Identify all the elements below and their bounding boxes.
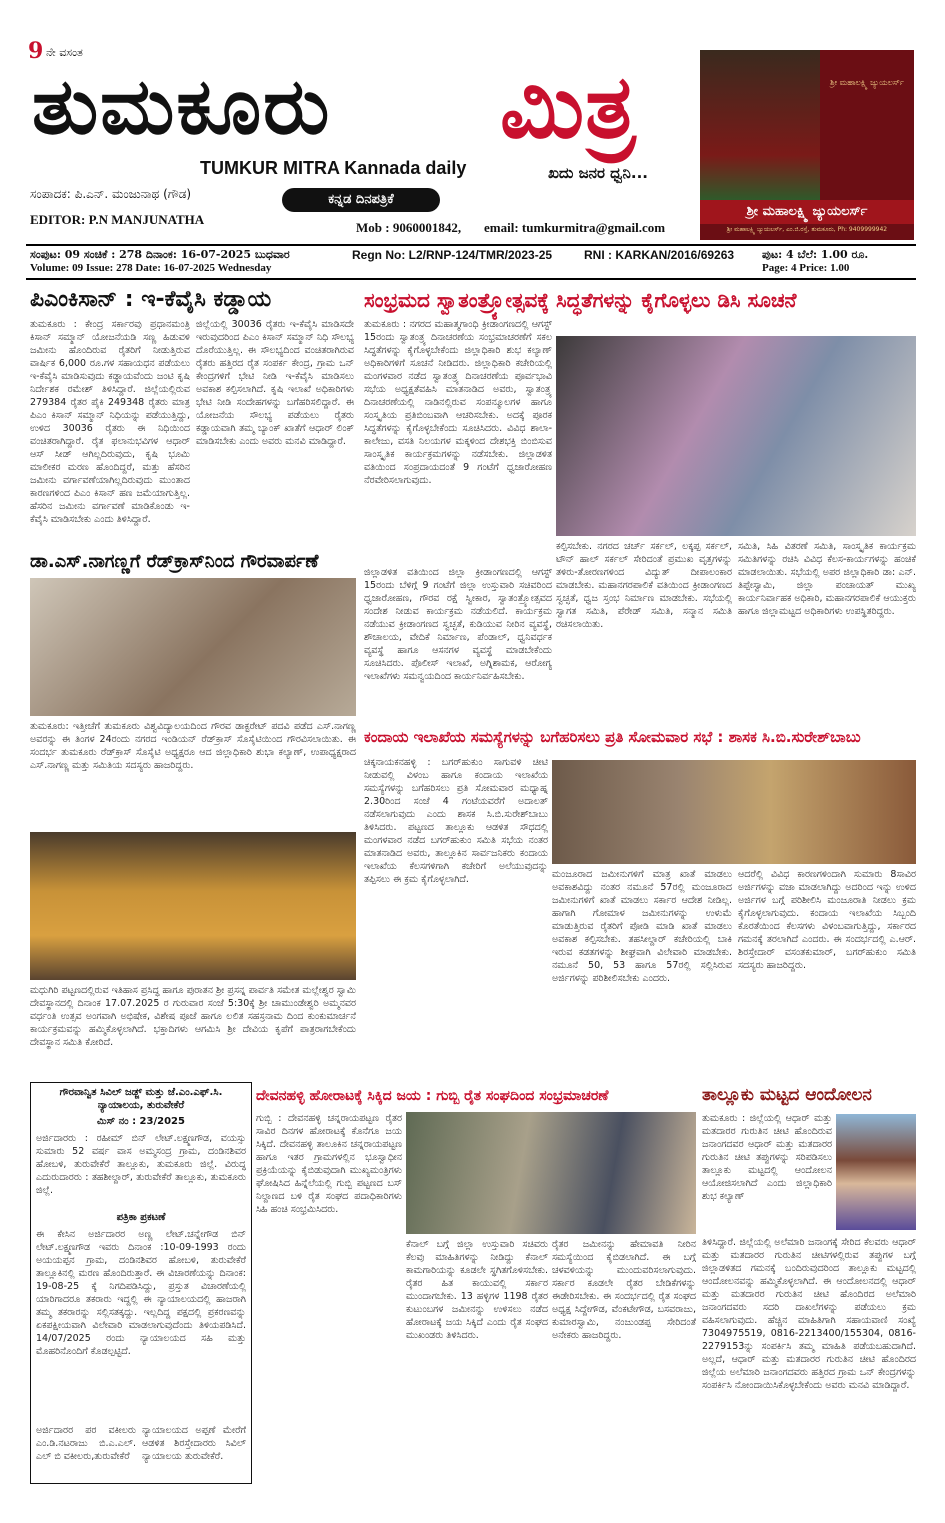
andolana-body: ತಿಳಿಸಿದ್ದಾರೆ. ಜಿಲ್ಲೆಯಲ್ಲಿ ಅಲೆಮಾರಿ ಜನಾಂಗಕ್ಕೆ ಸೇರಿದ ಕೆಲವರು ಆಧಾರ್ ಮತ್ತು ಮತದಾರರ ಗುರುತಿನ ಚೀಟಿಗಳಲ್ಲಿರುವ ತಪ್ಪುಗಳ ಬಗ್ಗೆ ಜಿಲ್ಲಾಡಳಿತದ ಗಮನಕ್ಕೆ ಬಂದಿರುವುದರಿಂದ ತಾಲ್ಲೂಕು ಮಟ್ಟದಲ್ಲಿ ಆಂದೋಲನವನ್ನು ಹಮ್ಮಿಕೊಳ್ಳಲಾಗಿದೆ. ಈ ಆಂದೋಲನದಲ್ಲಿ ಆಧಾರ್ ಮತ್ತು ಮತದಾರರ ಗುರುತಿನ ಚೀಟಿ ಹೊಂದಿರದ ಅಲೆಮಾರಿ ಜನಾಂಗದವರು ಸದರಿ ದಾಖಲೆಗಳನ್ನು ಪಡೆಯಲು ಕ್ರಮ ವಹಿಸಲಾಗುವುದು. ಹೆಚ್ಚಿನ ಮಾಹಿತಿಗಾಗಿ ಸಹಾಯವಾಣಿ ಸಂಖ್ಯೆ 7304975519, 0816-2213400/155304, 0816-2279153ನ್ನು ಸಂಪರ್ಕಿಸಿ ತಮ್ಮ ಮಾಹಿತಿ ಪಡೆಯಬಹುದಾಗಿದೆ. ಅಲ್ಲದೆ, ಆಧಾರ್ ಮತ್ತು ಮತದಾರರ ಗುರುತಿನ ಚೀಟಿ ಹೊಂದಿರದ ಜಿಲ್ಲೆಯ ಅಲೆಮಾರಿ ಜನಾಂಗದವರು ಹತ್ತಿರದ ಗ್ರಾಮ ಒನ್ ಕೇಂದ್ರಗಳನ್ನು ಸಂಪರ್ಕಿಸಿ ನೋಂದಾಯಿಸಿಕೊಳ್ಳಬೇಕೆಂದು ಅವರು ಮನವಿ ಮಾಡಿದ್ದಾರೆ. <box>702 1237 916 1391</box>
court-sign-left: ಅರ್ಜಿದಾರರ ಪರ ವಕೀಲರು ಎಂ.ಡಿ.ನಟರಾಜು ಬಿ.ಎ.ಎಲ್. ಎಲ್ ಬಿ ವಕೀಲರು,ತುರುವೇಕೆರೆ <box>36 1425 136 1462</box>
andolana-photo <box>836 1114 916 1230</box>
andolana-headline: ತಾಲ್ಲೂಕು ಮಟ್ಟದ ಆಂದೋಲನ <box>702 1085 872 1105</box>
court-sign-right: ನ್ಯಾಯಾಲಯದ ಅಪ್ಪಣೆ ಮೇರೆಗೆ ಆಡಳಿತ ಶಿರಸ್ತೇದಾರರು ಸಿವಿಲ್ ನ್ಯಾಯಾಲಯ ತುರುವೇಕೆರೆ. <box>142 1425 246 1462</box>
kandaya-body-col3: ಆದರೆಲ್ಲಿ ವಿವಿಧ ಕಾರಣಗಳಿಂದಾಗಿ ಸುಮಾರು 8ಸಾವಿರ ಅರ್ಜಿಗಳನ್ನು ವಜಾ ಮಾಡಲಾಗಿದ್ದು ಅದರಿಂದ ಇನ್ನು ಉಳಿದ ಅರ್ಜಿಗಳ ಬಗ್ಗೆ ಪರಿಶೀಲಿಸಿ ಮಂಜೂರಾತಿ ನೀಡಲು ಕ್ರಮ ಕೈಗೊಳ್ಳಲಾಗುವುದು. ಕಂದಾಯ ಇಲಾಖೆಯ ಸಿಬ್ಬಂದಿ ಕೊರತೆಯಿಂದ ಕೆಲಸಗಳು ವಿಳಂಬವಾಗುತ್ತಿದ್ದು, ಸರ್ಕಾರದ ಗಮನಕ್ಕೆ ತರಲಾಗಿದೆ ಎಂದರು. ಈ ಸಂದರ್ಭದಲ್ಲಿ ಎ.ಆರ್. ಶಿರಸ್ತೇದಾರ್ ವಸಂತಕುಮಾರ್, ಬಗರ್‌ಹುಕುಂ ಸಮಿತಿ ಸದಸ್ಯರು ಹಾಜರಿದ್ದರು. <box>738 869 916 971</box>
info-bar-bottom-rule <box>26 278 916 280</box>
info-bar-top-rule <box>26 244 916 246</box>
mobile-number: Mob : 9060001842, <box>356 220 462 235</box>
independence-photo <box>556 336 916 536</box>
jewellery-ad <box>700 50 914 240</box>
english-name: TUMKUR MITRA Kannada daily <box>200 158 467 178</box>
independence-body-left: ತುಮಕೂರು : ನಗರದ ಮಹಾತ್ಮಗಾಂಧಿ ಕ್ರೀಡಾಂಗಣದಲ್ಲಿ ಆಗಸ್ಟ್ 15ರಂದು ಸ್ವಾತಂತ್ರ್ಯ ದಿನಾಚರಣೆಯ ಸಂಭ್ರಮಾಚರಣೆಗೆ ಸಕಲ ಸಿದ್ಧತೆಗಳನ್ನು ಕೈಗೊಳ್ಳಬೇಕೆಂದು ಜಿಲ್ಲಾಧಿಕಾರಿ ಶುಭ ಕಲ್ಯಾಣ್ ಅಧಿಕಾರಿಗಳಿಗೆ ಸೂಚನೆ ನೀಡಿದರು. ಜಿಲ್ಲಾಧಿಕಾರಿ ಕಚೇರಿಯಲ್ಲಿ ಮಂಗಳವಾರ ನಡೆದ ಸ್ವಾತಂತ್ರ್ಯ ದಿನಾಚರಣೆಯ ಪೂರ್ವಭಾವಿ ಸಭೆಯ ಅಧ್ಯಕ್ಷತೆವಹಿಸಿ ಮಾತನಾಡಿದ ಅವರು, ಸ್ವಾತಂತ್ರ್ಯ ದಿನಾಚರಣೆಯಲ್ಲಿ ನಾಡಿನಲ್ಲಿರುವ ಸಂಪನ್ಮೂಲಗಳ ಹಾಗೂ ಸಂಸ್ಕೃತಿಯ ಪ್ರತಿಬಿಂಬವಾಗಿ ಆಚರಿಸಬೇಕು. ಅದಕ್ಕೆ ಪೂರಕ ಸಿದ್ಧತೆಗಳನ್ನು ಕೈಗೊಳ್ಳಬೇಕೆಂದು ಸೂಚಿಸಿದರು. ವಿವಿಧ ಶಾಲಾ-ಕಾಲೇಜು, ವಸತಿ ನಿಲಯಗಳ ಮಕ್ಕಳಿಂದ ದೇಶಭಕ್ತಿ ಬಿಂಬಿಸುವ ಸಾಂಸ್ಕೃತಿಕ ಕಾರ್ಯಕ್ರಮಗಳನ್ನು ನಡೆಸಬೇಕು. ಜಿಲ್ಲಾಡಳಿತ ವತಿಯಿಂದ ಸಂಪ್ರದಾಯದಂತೆ 9 ಗಂಟೆಗೆ ಧ್ವಜಾರೋಹಣ ನೆರವೇರಿಸಲಾಗುವುದು. <box>364 319 552 486</box>
info-right-en: Page: 4 Price: 1.00 <box>762 262 850 274</box>
editor-english: EDITOR: P.N MANJUNATHA <box>30 212 205 227</box>
daily-badge: ಕನ್ನಡ ದಿನಪತ್ರಿಕೆ <box>282 188 440 212</box>
court-case-number: ಮಿಸ್ ನಂ : 23/2025 <box>97 1116 185 1127</box>
red-cross-body: ತುಮಕೂರು: ಇತ್ತೀಚೆಗೆ ತುಮಕೂರು ವಿಶ್ವವಿದ್ಯಾಲಯದಿಂದ ಗೌರವ ಡಾಕ್ಟರೇಟ್ ಪದವಿ ಪಡೆದ ಎಸ್.ನಾಗಣ್ಣ ಅವರನ್ನು ಈ ತಿಂಗಳ 24ರಂದು ನಗರದ ಇಂಡಿಯನ್ ರೆಡ್‌ಕ್ರಾಸ್ ಸೊಸೈಟಿಯಿಂದ ಗೌರವಿಸಲಾಯಿತು. ಈ ಸಂದರ್ಭ ತುಮಕೂರು ರೆಡ್‌ಕ್ರಾಸ್ ಸೊಸೈಟಿ ಅಧ್ಯಕ್ಷರೂ ಆದ ಜಿಲ್ಲಾಧಿಕಾರಿ ಶುಭಾ ಕಲ್ಯಾಣ್, ಉಪಾಧ್ಯಕ್ಷರಾದ ಎಸ್.ನಾಗಣ್ಣ ಮತ್ತು ಸಮಿತಿಯ ಸದಸ್ಯರು ಹಾಜರಿದ್ದರು. <box>30 721 356 771</box>
independence-body-right: ಜಿಲ್ಲಾಡಳಿತ ವತಿಯಿಂದ ಜಿಲ್ಲಾ ಕ್ರೀಡಾಂಗಣದಲ್ಲಿ ಆಗಸ್ಟ್ 15ರಂದು ಬೆಳಿಗ್ಗೆ 9 ಗಂಟೆಗೆ ಜಿಲ್ಲಾ ಉಸ್ತುವಾರಿ ಸಚಿವರಿಂದ ಧ್ವಜಾರೋಹಣ, ಗೌರವ ರಕ್ಷೆ ಸ್ವೀಕಾರ, ಸ್ವಾತಂತ್ರ್ಯೋತ್ಸವದ ಸಂದೇಶ ನೀಡುವ ಕಾರ್ಯಕ್ರಮ ನಡೆಯಲಿದೆ. ಕಾರ್ಯಕ್ರಮ ನಡೆಯುವ ಕ್ರೀಡಾಂಗಣದ ಸ್ವಚ್ಛತೆ, ಕುಡಿಯುವ ನೀರಿನ ವ್ಯವಸ್ಥೆ, ಶೌಚಾಲಯ, ವೇದಿಕೆ ನಿರ್ಮಾಣ, ಪೆಂಡಾಲ್, ಧ್ವನಿವರ್ಧಕ ವ್ಯವಸ್ಥೆ ಹಾಗೂ ಆಸನಗಳ ವ್ಯವಸ್ಥೆ ಮಾಡಬೇಕೆಂದು ಸೂಚಿಸಿದರು. ಪೊಲೀಸ್ ಇಲಾಖೆ, ಅಗ್ನಿಶಾಮಕ, ಆರೋಗ್ಯ ಇಲಾಖೆಗಳು ಸಮನ್ವಯದಿಂದ ಕಾರ್ಯನಿರ್ವಹಿಸಬೇಕು. <box>364 567 552 682</box>
email-address: email: tumkurmitra@gmail.com <box>484 220 666 235</box>
andolana-body-top: ತುಮಕೂರು : ಜಿಲ್ಲೆಯಲ್ಲಿ ಆಧಾರ್ ಮತ್ತು ಮತದಾರರ ಗುರುತಿನ ಚೀಟಿ ಹೊಂದಿರುವ ಜನಾಂಗದವರ ಆಧಾರ್ ಮತ್ತು ಮತದಾರರ ಗುರುತಿನ ಚೀಟಿ ತಪ್ಪುಗಳನ್ನು ಸರಿಪಡಿಸಲು ತಾಲ್ಲೂಕು ಮಟ್ಟದಲ್ಲಿ ಆಂದೋಲನ ಆಯೋಜಿಸಲಾಗಿದೆ ಎಂದು ಜಿಲ್ಲಾಧಿಕಾರಿ ಶುಭ ಕಲ್ಯಾಣ್ <box>702 1113 832 1202</box>
court-header: ಗೌರವಾನ್ವಿತ ಸಿವಿಲ್ ಜಡ್ಜ್ ಮತ್ತು ಜೆ.ಎಂ.ಎಫ್.ಸಿ. ನ್ಯಾಯಾಲಯ, ತುರುವೇಕೆರೆ <box>59 1087 223 1111</box>
temple-caption: ಮಧುಗಿರಿ ಪಟ್ಟಣದಲ್ಲಿರುವ ಇತಿಹಾಸ ಪ್ರಸಿದ್ಧ ಹಾಗೂ ಪುರಾತನ ಶ್ರೀ ಪ್ರಸನ್ನ ಪಾರ್ವತಿ ಸಮೇತ ಮಲ್ಲೇಶ್ವರ ಸ್ವಾಮಿ ದೇವಸ್ಥಾನದಲ್ಲಿ ದಿನಾಂಕ 17.07.2025 ರ ಗುರುವಾರ ಸಂಜೆ 5:30ಕ್ಕೆ ಶ್ರೀ ಚಾಮುಂಡೇಶ್ವರಿ ಅಮ್ಮನವರ ವರ್ಧಂತಿ ಉತ್ಸವ ಅಂಗವಾಗಿ ಅಭಿಷೇಕ, ವಿಶೇಷ ಪೂಜೆ ಹಾಗೂ ಲಲಿತ ಸಹಸ್ರನಾಮ ದಿಂದ ಕುಂಕುಮಾರ್ಚನೆ ಕಾರ್ಯಕ್ರಮವನ್ನು ಹಮ್ಮಿಕೊಳ್ಳಲಾಗಿದೆ. ಭಕ್ತಾದಿಗಳು ಆಗಮಿಸಿ ಶ್ರೀ ದೇವಿಯ ಕೃಪೆಗೆ ಪಾತ್ರರಾಗಬೇಕೆಂದು ದೇವಸ್ಥಾನ ಸಮಿತಿ ಕೋರಿದೆ. <box>30 985 356 1048</box>
info-left-kn: ಸಂಪುಟ: 09 ಸಂಚಿಕೆ : 278 ದಿನಾಂಕ: 16-07-2025 ಬುಧವಾರ <box>30 248 290 261</box>
edition-number: 9 <box>28 38 44 64</box>
court-notice-body: ಈ ಕೇಸಿನ ಅರ್ಜಿದಾರರ ಅಣ್ಣ ಲೇಟ್.ಚನ್ನೇಗೌಡ ಬಿನ್ ಲೇಟ್.ಲಕ್ಷ್ಮಣಗೌಡ ಇವರು ದಿನಾಂಕ :10-09-1993 ರಂದು ಅಯಯಪ್ಪನ ಗ್ರಾಮ, ದಂಡಿನಶಿವರ ಹೋಬಳಿ, ತುರುವೇಕೆರೆ ತಾಲ್ಲೂಕಿನಲ್ಲಿ ಮರಣ ಹೊಂದಿರುತ್ತಾರೆ. ಈ ವಿಚಾರಣೆಯನ್ನು ದಿನಾಂಕ: 19-08-25 ಕ್ಕೆ ನಿಗದಿಪಡಿಸಿದ್ದು, ಪ್ರಸ್ತುತ ವಿಚಾರಣೆಯಲ್ಲಿ ಯಾರಿಗಾದರೂ ತಕರಾರು ಇದ್ದಲ್ಲಿ ಈ ನ್ಯಾಯಾಲಯದಲ್ಲಿ ಹಾಜರಾಗಿ ತಮ್ಮ ತಕರಾರನ್ನು ಸಲ್ಲಿಸತಕ್ಕದ್ದು. ಇಲ್ಲದಿದ್ದ ಪಕ್ಷದಲ್ಲಿ ಪ್ರಕರಣವನ್ನು ಏಕಪಕ್ಷೀಯವಾಗಿ ವಿಲೇವಾರಿ ಮಾಡಲಾಗುವುದೆಂದು ತಿಳಿಯಪಡಿಸಿದೆ. 14/07/2025 ರಂದು ನ್ಯಾಯಾಲಯದ ಸಹಿ ಮತ್ತು ಮೊಹರಿನೊಂದಿಗೆ ಕೊಡಲ್ಪಟ್ಟಿದೆ. <box>36 1229 246 1357</box>
devanahalli-body-col3: ರೈತರ ಜಮೀನನ್ನು ಹೇಮಾವತಿ ನೀರಿನ ಸಮಸ್ಯೆಯಿಂದ ಕೈಬಿಡಲಾಗಿದೆ. ಈ ಬಗ್ಗೆ ಚಳವಳಿಯನ್ನು ಮುಂದುವರಿಸಲಾಗುವುದು. ಸರ್ಕಾರ ಕೂಡಲೇ ರೈತರ ಬೇಡಿಕೆಗಳನ್ನು ಈಡೇರಿಸಬೇಕು. ಈ ಸಂದರ್ಭದಲ್ಲಿ ರೈತ ಸಂಘದ ಅಧ್ಯಕ್ಷ ಸಿದ್ದೇಗೌಡ, ವೆಂಕಟೇಗೌಡ, ಬಸವರಾಜು, ಕುಮಾರಸ್ವಾಮಿ, ನಂಜುಂಡಪ್ಪ ಸೇರಿದಂತೆ ಅನೇಕರು ಹಾಜರಿದ್ದರು. <box>552 1239 696 1341</box>
red-cross-headline: ಡಾ.ಎಸ್.ನಾಗಣ್ಣಗೆ ರೆಡ್‌ಕ್ರಾಸ್‌ನಿಂದ ಗೌರವಾರ್ಪಣೆ <box>30 551 319 572</box>
regn-number: Regn No: L2/RNP-124/TMR/2023-25 <box>352 248 553 262</box>
ad-footer: ಶ್ರೀ ಮಹಾಲಕ್ಷ್ಮಿ ಜ್ಯುಯಲರ್ಸ್, ಎಂ.ಜಿ.ರಸ್ತೆ, ತುಮಕೂರು, Ph: 9409999942 <box>726 226 888 233</box>
devanahalli-body-col1: ಗುಬ್ಬಿ : ದೇವನಹಳ್ಳಿ ಚನ್ನರಾಯಪಟ್ಟಣ ರೈತರ ಸಾವಿರ ದಿನಗಳ ಹೋರಾಟಕ್ಕೆ ಕೊನೆಗೂ ಜಯ ಸಿಕ್ಕಿದೆ. ದೇವನಹಳ್ಳಿ ತಾಲೂಕಿನ ಚನ್ನರಾಯಪಟ್ಟಣ ಹಾಗೂ ಇತರ ಗ್ರಾಮಗಳಲ್ಲಿನ ಭೂಸ್ವಾಧೀನ ಪ್ರಕ್ರಿಯೆಯನ್ನು ಕೈಬಿಡುವುದಾಗಿ ಮುಖ್ಯಮಂತ್ರಿಗಳು ಘೋಷಿಸಿದ ಹಿನ್ನೆಲೆಯಲ್ಲಿ ಗುಬ್ಬಿ ಪಟ್ಟಣದ ಬಸ್ ನಿಲ್ದಾಣದ ಬಳಿ ರೈತ ಸಂಘದ ಪದಾಧಿಕಾರಿಗಳು ಸಿಹಿ ಹಂಚಿ ಸಂಭ್ರಮಿಸಿದರು. <box>256 1113 402 1215</box>
court-notice-title: ಪತ್ರಿಕಾ ಪ್ರಕಟಣೆ <box>116 1212 166 1223</box>
info-right-kn: ಪುಟ: 4 ಬೆಲೆ: 1.00 ರೂ. <box>762 248 869 261</box>
ad-banner: ಶ್ರೀ ಮಹಾಲಕ್ಷ್ಮಿ ಜ್ಯುಯಲರ್ಸ್ <box>700 200 914 224</box>
pm-kisan-headline: ಪಿಎಂಕಿಸಾನ್ : ಇ-ಕೆವೈಸಿ ಕಡ್ಡಾಯ <box>30 287 272 312</box>
kandaya-photo <box>552 760 916 864</box>
ad-model-photo <box>700 50 820 200</box>
independence-body-col3: ಕಲ್ಪಿಸಬೇಕು. ನಗರದ ಚರ್ಚ್ ಸರ್ಕಲ್, ಲಕ್ಕಪ್ಪ ಸರ್ಕಲ್, ಟೌನ್ ಹಾಲ್ ಸರ್ಕಲ್ ಸೇರಿದಂತೆ ಪ್ರಮುಖ ವೃತ್ತಗಳನ್ನು ತಳಿರು-ತೋರಣಗಳಿಂದ ವಿದ್ಯುತ್ ದೀಪಾಲಂಕಾರ ಮಾಡಬೇಕು. ಮಹಾನಗರಪಾಲಿಕೆ ವತಿಯಿಂದ ಕ್ರೀಡಾಂಗಣದ ಸ್ವಚ್ಛತೆ, ಧ್ವಜ ಸ್ತಂಭ ನಿರ್ಮಾಣ ಮಾಡಬೇಕು. ಸಭೆಯಲ್ಲಿ ಸ್ವಾಗತ ಸಮಿತಿ, ಪೆರೇಡ್ ಸಮಿತಿ, ಸನ್ಮಾನ ಸಮಿತಿ ರಚಿಸಲಾಯಿತು. <box>556 541 732 630</box>
kandaya-body-col1: ಚಿಕ್ಕನಾಯಕನಹಳ್ಳಿ : ಬಗರ್‌ಹುಕುಂ ಸಾಗುವಳಿ ಚೀಟಿ ನೀಡುವಲ್ಲಿ ವಿಳಂಬ ಹಾಗೂ ಕಂದಾಯ ಇಲಾಖೆಯ ಸಮಸ್ಯೆಗಳನ್ನು ಬಗೆಹರಿಸಲು ಪ್ರತಿ ಸೋಮವಾರ ಮಧ್ಯಾಹ್ನ 2.30ರಿಂದ ಸಂಜೆ 4 ಗಂಟೆಯವರೆಗೆ ಅದಾಲತ್ ನಡೆಸಲಾಗುವುದು ಎಂದು ಶಾಸಕ ಸಿ.ಬಿ.ಸುರೇಶ್‌ಬಾಬು ತಿಳಿಸಿದರು. ಪಟ್ಟಣದ ತಾಲ್ಲೂಕು ಆಡಳಿತ ಸೌಧದಲ್ಲಿ ಮಂಗಳವಾರ ನಡೆದ ಬಗರ್‌ಹುಕುಂ ಸಮಿತಿ ಸಭೆಯ ನಂತರ ಮಾತನಾಡಿದ ಅವರು, ತಾಲ್ಲೂಕಿನ ಸಾರ್ವಜನಿಕರು ಕಂದಾಯ ಇಲಾಖೆಯ ಕೆಲಸಗಳಿಗಾಗಿ ಕಚೇರಿಗೆ ಅಲೆಯುವುದನ್ನು ತಪ್ಪಿಸಲು ಈ ಕ್ರಮ ಕೈಗೊಳ್ಳಲಾಗಿದೆ. <box>364 757 548 885</box>
pm-kisan-body-right: ಜಿಲ್ಲೆಯಲ್ಲಿ 30036 ರೈತರು ಇ-ಕೆವೈಸಿ ಮಾಡಿಸದೇ ಇರುವುದರಿಂದ ಪಿಎಂ ಕಿಸಾನ್ ಸಮ್ಮಾನ್ ನಿಧಿ ಸೌಲಭ್ಯ ದೊರೆಯುತ್ತಿಲ್ಲ. ಈ ಸೌಲಭ್ಯದಿಂದ ವಂಚಿತರಾಗಿರುವ ರೈತರು ಹತ್ತಿರದ ರೈತ ಸಂಪರ್ಕ ಕೇಂದ್ರ, ಗ್ರಾಮ ಒನ್ ಕೇಂದ್ರಗಳಿಗೆ ಭೇಟಿ ನೀಡಿ ಇ-ಕೆವೈಸಿ ಮಾಡಿಸಲು ಅವಕಾಶ ಕಲ್ಪಿಸಲಾಗಿದೆ. ಕೃಷಿ ಇಲಾಖೆ ಅಧಿಕಾರಿಗಳು ಭೇಟಿ ನೀಡಿ ಸಂದೇಹಗಳನ್ನು ಬಗೆಹರಿಸಲಿದ್ದಾರೆ. ಈ ಯೋಜನೆಯ ಸೌಲಭ್ಯ ಪಡೆಯಲು ರೈತರು ಕಡ್ಡಾಯವಾಗಿ ತಮ್ಮ ಬ್ಯಾಂಕ್ ಖಾತೆಗೆ ಆಧಾರ್ ಲಿಂಕ್ ಮಾಡಿಸಬೇಕು ಎಂದು ಅವರು ಮನವಿ ಮಾಡಿದ್ದಾರೆ. <box>196 319 354 447</box>
kandaya-headline: ಕಂದಾಯ ಇಲಾಖೆಯ ಸಮಸ್ಯೆಗಳನ್ನು ಬಗೆಹರಿಸಲು ಪ್ರತಿ ಸೋಮವಾರ ಸಭೆ : ಶಾಸಕ ಸಿ.ಬಿ.ಸುರೇಶ್‌ಬಾಬು <box>364 728 861 746</box>
pm-kisan-body-left: ತುಮಕೂರು : ಕೇಂದ್ರ ಸರ್ಕಾರವು ಪ್ರಧಾನಮಂತ್ರಿ ಕಿಸಾನ್ ಸಮ್ಮಾನ್ ಯೋಜನೆಯಡಿ ಸಣ್ಣ ಹಿಡುವಳಿ ಜಮೀನು ಹೊಂದಿರುವ ರೈತರಿಗೆ ನೀಡುತ್ತಿರುವ ವಾರ್ಷಿಕ 6,000 ರೂ.ಗಳ ಸಹಾಯಧನ ಪಡೆಯಲು ಇ-ಕೆವೈಸಿ ಮಾಡಿಸುವುದು ಕಡ್ಡಾಯವೆಂದು ಜಂಟಿ ಕೃಷಿ ನಿರ್ದೇಶಕ ರಮೇಶ್ ತಿಳಿಸಿದ್ದಾರೆ. ಜಿಲ್ಲೆಯಲ್ಲಿರುವ 279384 ರೈತರ ಪೈಕಿ 249348 ರೈತರು ಮಾತ್ರ ಪಿಎಂ ಕಿಸಾನ್ ಸಮ್ಮಾನ್ ನಿಧಿಯನ್ನು ಪಡೆಯುತ್ತಿದ್ದು, ಉಳಿದ 30036 ರೈತರು ಈ ನಿಧಿಯಿಂದ ವಂಚಿತರಾಗಿದ್ದಾರೆ. ರೈತ ಫಲಾನುಭವಿಗಳ ಆಧಾರ್ ಆಸ್ ಸೀಡ್ ಆಗಿಲ್ಲದಿರುವುದು, ಕೃಷಿ ಭೂಮಿ ಮಾಲೀಕರ ಮರಣ ಹೊಂದಿದ್ದರೆ, ಮತ್ತು ಹೆಸರಿನ ಜಮೀನು ವರ್ಗಾವಣೆಯಾಗಿಲ್ಲದಿರುವುದು ಮುಂತಾದ ಕಾರಣಗಳಿಂದ ಪಿಎಂ ಕಿಸಾನ್ ಹಣ ಜಮೆಯಾಗುತ್ತಿಲ್ಲ. ಹೆಸರಿನ ಜಮೀನು ವರ್ಗಾವಣೆ ಮಾಡಿಕೊಂಡು ಇ-ಕೆವೈಸಿ ಮಾಡಿಸಬೇಕು ಎಂದು ತಿಳಿಸಿದ್ದಾರೆ. <box>30 319 190 525</box>
ad-brand-top: ಶ್ರೀ ಮಹಾಲಕ್ಷ್ಮಿ ಜ್ಯುಯಲರ್ಸ್ <box>830 78 904 87</box>
devanahalli-body-col2: ಕೆನಾಲ್ ಬಗ್ಗೆ ಜಿಲ್ಲಾ ಉಸ್ತುವಾರಿ ಸಚಿವರು ಕೆಲವು ಮಾಹಿತಿಗಳನ್ನು ನೀಡಿದ್ದು ಕೆನಾಲ್ ಕಾಮಗಾರಿಯನ್ನು ಕೂಡಲೇ ಸ್ಥಗಿತಗೊಳಿಸಬೇಕು. ರೈತರ ಹಿತ ಕಾಯುವಲ್ಲಿ ಸರ್ಕಾರ ಮುಂದಾಗಬೇಕು. 13 ಹಳ್ಳಿಗಳ 1198 ರೈತರ ಕುಟುಂಬಗಳ ಜಮೀನನ್ನು ಉಳಿಸಲು ನಡೆದ ಹೋರಾಟಕ್ಕೆ ಜಯ ಸಿಕ್ಕಿದೆ ಎಂದು ರೈತ ಸಂಘದ ಮುಖಂಡರು ತಿಳಿಸಿದರು. <box>406 1239 548 1341</box>
editor-kannada: ಸಂಪಾದಕ: ಪಿ.ಎನ್. ಮಂಜುನಾಥ (ಗೌಡ) <box>30 187 192 201</box>
independence-headline: ಸಂಭ್ರಮದ ಸ್ವಾತಂತ್ರ್ಯೋತ್ಸವಕ್ಕೆ ಸಿದ್ಧತೆಗಳನ್ನು ಕೈಗೊಳ್ಳಲು ಡಿಸಿ ಸೂಚನೆ <box>364 288 797 312</box>
red-cross-photo <box>30 578 356 716</box>
devanahalli-headline: ದೇವನಹಳ್ಳಿ ಹೋರಾಟಕ್ಕೆ ಸಿಕ್ಕಿದ ಜಯ : ಗುಬ್ಬಿ ರೈತ ಸಂಘದಿಂದ ಸಂಭ್ರಮಾಚರಣೆ <box>256 1088 609 1104</box>
court-body: ಅರ್ಜಿದಾರರು : ರಹೀಮ್ ಬಿನ್ ಲೇಟ್.ಲಕ್ಷ್ಮಣಗೌಡ, ವಯಸ್ಸು ಸುಮಾರು 52 ವರ್ಷ ವಾಸ ಅಮ್ಮಸಂದ್ರ ಗ್ರಾಮ, ದಂಡಿನಶಿವರ ಹೋಬಳಿ, ತುರುವೇಕೆರೆ ತಾಲ್ಲೂಕು, ತುಮಕೂರು ಜಿಲ್ಲೆ. ವಿರುದ್ಧ ಎದುರುದಾರರು : ತಹಶೀಲ್ದಾರ್, ತುರುವೇಕೆರೆ ತಾಲ್ಲೂಕು, ತುಮಕೂರು ಜಿಲ್ಲೆ. <box>36 1133 246 1196</box>
masthead-title-mitra: ಮಿತ್ರ <box>500 54 637 158</box>
tagline: ಖದು ಜನರ ಧ್ವನಿ... <box>548 164 648 182</box>
rni-number: RNI : KARKAN/2016/69263 <box>584 248 735 262</box>
kandaya-body-col2: ಮಂಜೂರಾದ ಜಮೀನುಗಳಿಗೆ ಮಾತ್ರ ಖಾತೆ ಮಾಡಲು ಅವಕಾಶವಿದ್ದು ನಂತರ ನಮೂನೆ 57ರಲ್ಲಿ ಮಂಜೂರಾದ ಜಮೀನುಗಳಿಗೆ ಖಾತೆ ಮಾಡಲು ಸರ್ಕಾರ ಆದೇಶ ನೀಡಿಲ್ಲ. ಹಾಗಾಗಿ ಗೋಮಾಳ ಜಮೀನುಗಳನ್ನು ಉಳುಮೆ ಮಾಡುತ್ತಿರುವ ರೈತರಿಗೆ ಪೋಡಿ ಮಾಡಿ ಖಾತೆ ಮಾಡಲು ಅವಕಾಶ ಕಲ್ಪಿಸಬೇಕು. ತಹಸೀಲ್ದಾರ್ ಕಚೇರಿಯಲ್ಲಿ ಬಾಕಿ ಇರುವ ಕಡತಗಳನ್ನು ಶೀಘ್ರವಾಗಿ ವಿಲೇವಾರಿ ಮಾಡಬೇಕು. ನಮೂನೆ 50, 53 ಹಾಗೂ 57ರಲ್ಲಿ ಸಲ್ಲಿಸಿರುವ ಅರ್ಜಿಗಳನ್ನು ಪರಿಶೀಲಿಸಬೇಕು ಎಂದರು. <box>552 869 732 984</box>
edition-label: ನೇ ವಸಂತ <box>46 46 83 59</box>
masthead-title-kannada: ತುಮಕೂರು <box>32 61 332 152</box>
devanahalli-photo <box>406 1112 696 1234</box>
info-left-en: Volume: 09 Issue: 278 Date: 16-07-2025 Wednesday <box>30 262 272 274</box>
independence-body-col4: ಸಮಿತಿ, ಸಿಹಿ ವಿತರಣೆ ಸಮಿತಿ, ಸಾಂಸ್ಕೃತಿಕ ಕಾರ್ಯಕ್ರಮ ಸಮಿತಿಗಳನ್ನು ರಚಿಸಿ ವಿವಿಧ ಕೆಲಸ-ಕಾರ್ಯಗಳನ್ನು ಹಂಚಿಕೆ ಮಾಡಲಾಯಿತು. ಸಭೆಯಲ್ಲಿ ಅಪರ ಜಿಲ್ಲಾಧಿಕಾರಿ ಡಾ: ಎನ್. ತಿಪ್ಪೇಸ್ವಾಮಿ, ಜಿಲ್ಲಾ ಪಂಚಾಯತ್ ಮುಖ್ಯ ಕಾರ್ಯನಿರ್ವಾಹಕ ಅಧಿಕಾರಿ, ಮಹಾನಗರಪಾಲಿಕೆ ಆಯುಕ್ತರು ಹಾಗೂ ಜಿಲ್ಲಾಮಟ್ಟದ ಅಧಿಕಾರಿಗಳು ಉಪಸ್ಥಿತರಿದ್ದರು. <box>738 541 916 617</box>
temple-photo <box>30 832 356 980</box>
